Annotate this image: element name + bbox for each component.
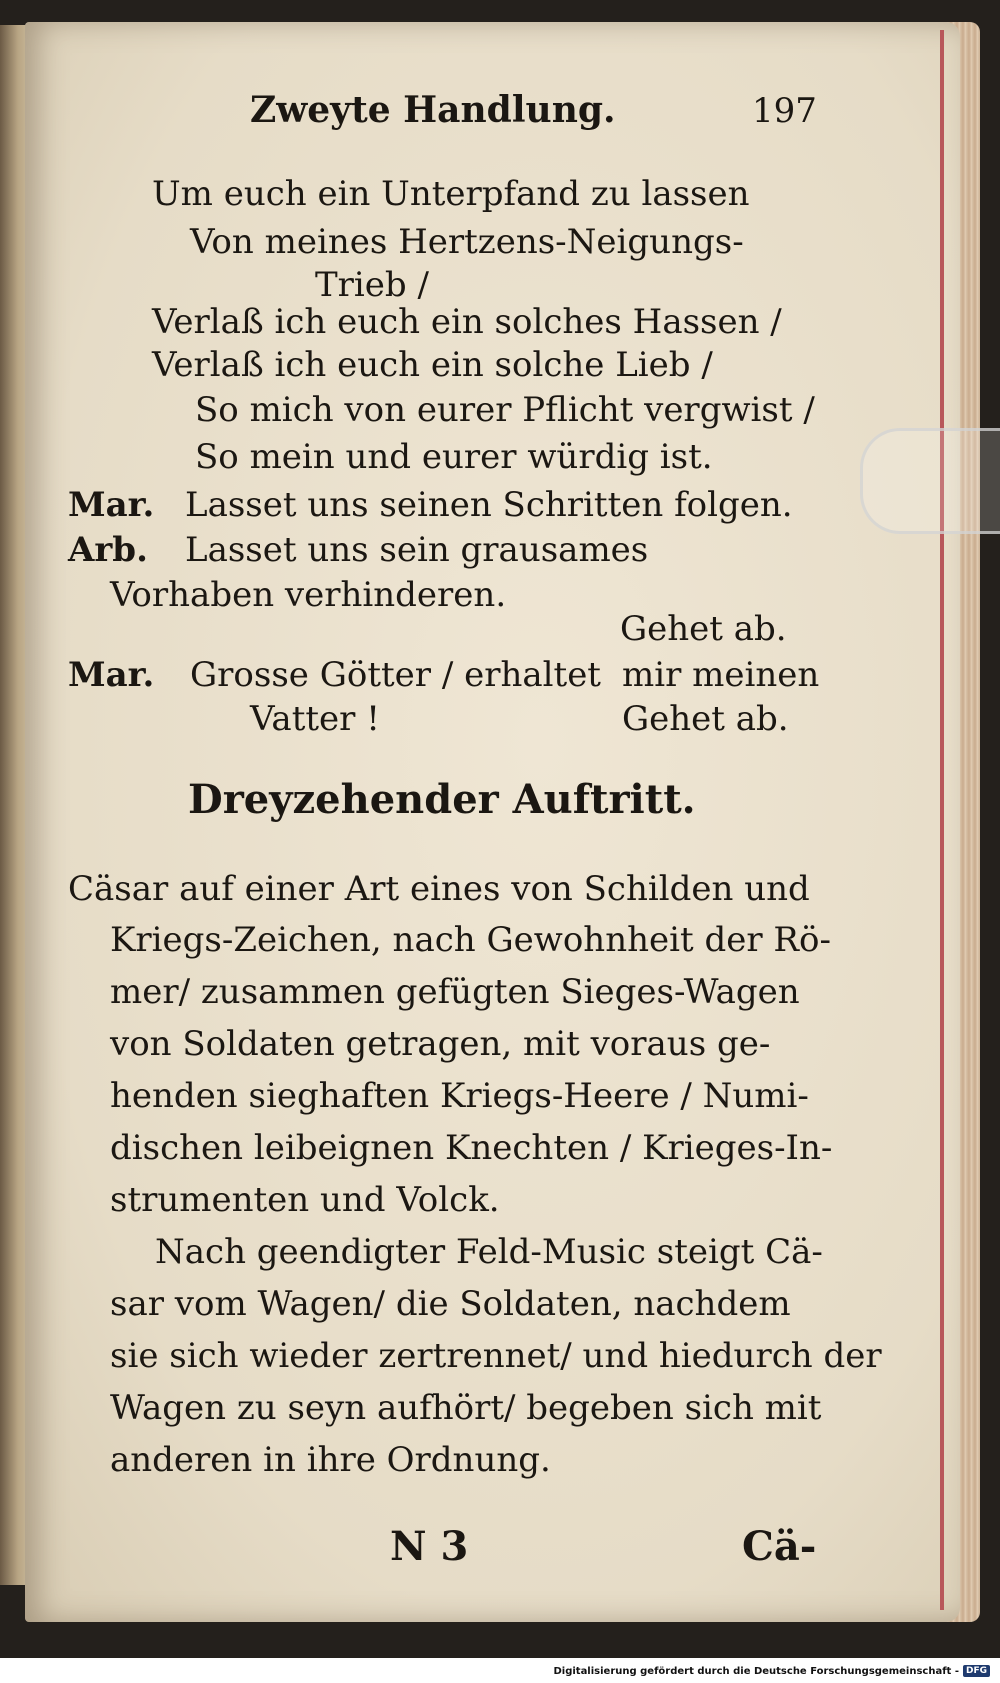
dialogue-line: Grosse Götter / erhaltet [190,655,601,695]
dfg-logo: DFG [963,1665,990,1677]
paragraph-line: henden sieghaften Kriegs-Heere / Numi- [110,1076,809,1116]
signature-mark: N 3 [390,1523,469,1570]
credit-text: Digitalisierung gefördert durch die Deutsche Forschungsgemeinschaft - [553,1665,959,1677]
verse-line: Von meines Hertzens-Neigungs- [190,222,744,262]
paragraph-line: mer/ zusammen gefügten Sieges-Wagen [110,972,800,1012]
running-title: Zweyte Handlung. [250,89,616,131]
speaker-name: Arb. [68,530,148,570]
dialogue-line: Lasset uns sein grausames [185,530,649,570]
paragraph-line: sie sich wieder zertrennet/ und hiedurch der [110,1336,882,1376]
dialogue-line: Vorhaben verhinderen. [110,575,507,615]
verse-line: Verlaß ich euch ein solches Hassen / [152,302,782,342]
dialogue-line: Lasset uns seinen Schritten folgen. [185,485,793,525]
paragraph-line: Cäsar auf einer Art eines von Schilden und [68,869,810,909]
verse-line: Verlaß ich euch ein solche Lieb / [152,345,713,385]
speaker-name: Mar. [68,655,155,695]
dialogue-line: Vatter ! [250,699,380,739]
stage-note: Gehet ab. [622,699,789,739]
paragraph-line: anderen in ihre Ordnung. [110,1440,551,1480]
red-page-edge [940,30,944,1610]
verse-line: Trieb / [315,265,429,305]
stage-note: Gehet ab. [620,609,787,649]
paragraph-line: Wagen zu seyn aufhört/ begeben sich mit [110,1388,822,1428]
paragraph-line: sar vom Wagen/ die Soldaten, nachdem [110,1284,791,1324]
dialogue-line: mir meinen [622,655,820,695]
verse-line: Um euch ein Unterpfand zu lassen [152,174,750,214]
page-clip [860,428,1000,534]
verse-line: So mein und eurer würdig ist. [195,437,713,477]
paragraph-line: Nach geendigter Feld-Music steigt Cä- [155,1232,823,1272]
digitization-credit [553,1662,990,1680]
verse-line: So mich von eurer Pflicht vergwist / [195,390,815,430]
page-number: 197 [752,91,817,131]
catchword: Cä- [742,1523,817,1570]
paragraph-line: dischen leibeignen Knechten / Krieges-In- [110,1128,833,1168]
paragraph-line: Kriegs-Zeichen, nach Gewohnheit der Rö- [110,920,831,960]
paragraph-line: von Soldaten getragen, mit voraus ge- [110,1024,771,1064]
paragraph-line: strumenten und Volck. [110,1180,500,1220]
scene-heading: Dreyzehender Auftritt. [188,776,696,823]
speaker-name: Mar. [68,485,155,525]
